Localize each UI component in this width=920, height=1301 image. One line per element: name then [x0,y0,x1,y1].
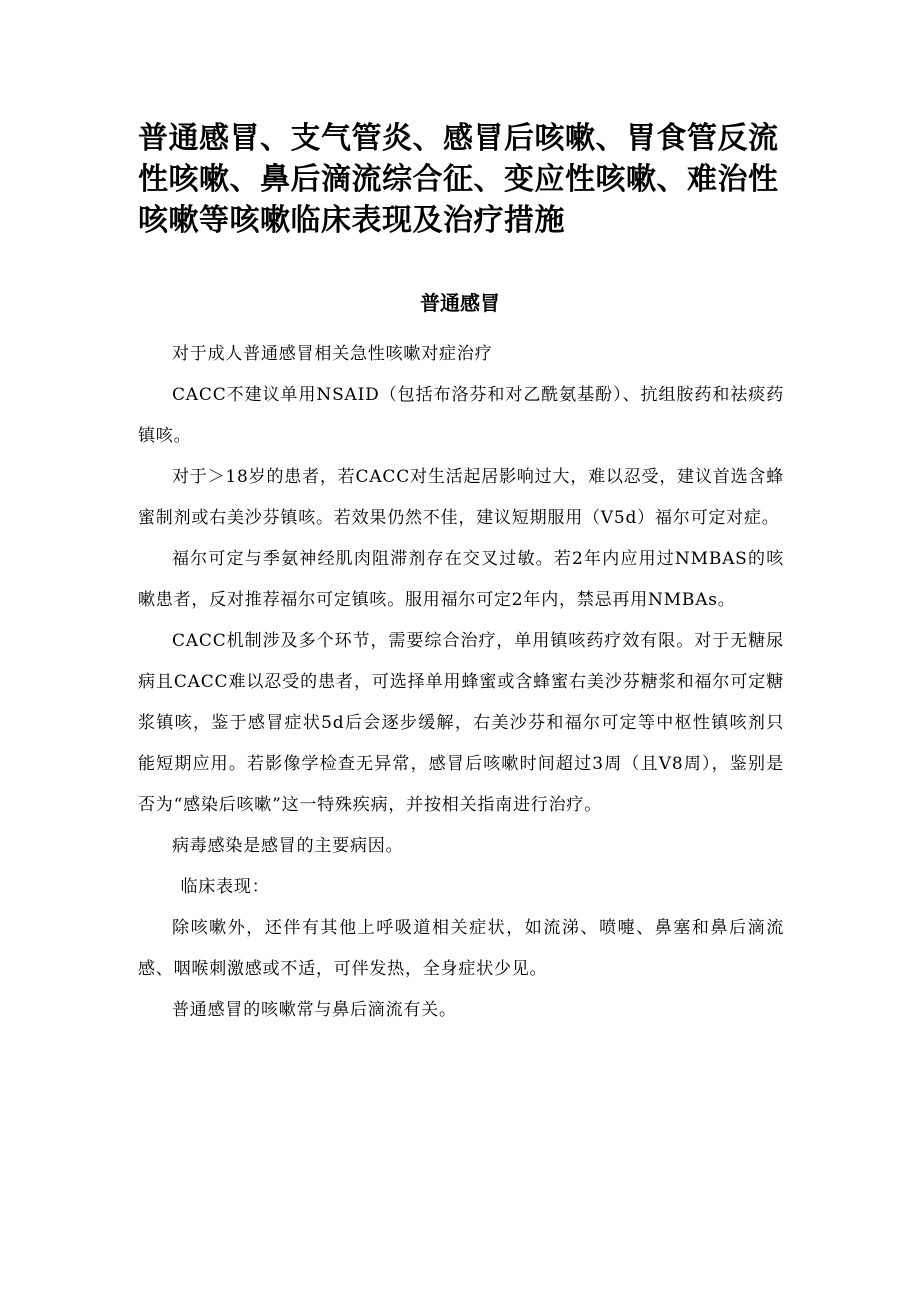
paragraph: 福尔可定与季氨神经肌肉阻滞剂存在交叉过敏。若2年内应用过NMBAS的咳嗽患者，反对推荐福尔可定镇咳。服用福尔可定2年内，禁忌再用NMBAs。 [138,549,784,610]
paragraph: 除咳嗽外，还伴有其他上呼吸道相关症状，如流涕、喷嚏、鼻塞和鼻后滴流感、咽喉刺激感或不适，可伴发热，全身症状少见。 [138,918,784,979]
paragraph: 对于成人普通感冒相关急性咳嗽对症治疗 [172,344,493,364]
paragraph: 普通感冒的咳嗽常与鼻后滴流有关。 [172,1000,457,1020]
document-title: 普通感冒、支气管炎、感冒后咳嗽、胃食管反流性咳嗽、鼻后滴流综合征、变应性咳嗽、难治性咳嗽等咳嗽临床表现及治疗措施 [138,121,779,238]
paragraph: CACC不建议单用NSAID（包括布洛芬和对乙酰氨基酚）、抗组胺药和祛痰药镇咳。 [138,385,784,446]
paragraph: CACC机制涉及多个环节，需要综合治疗，单用镇咳药疗效有限。对于无糖尿病且CACC难以忍受的患者，可选择单用蜂蜜或含蜂蜜右美沙芬糖浆和福尔可定糖浆镇咳，鉴于感冒症状5d后会逐步缓解，右美沙芬和福尔可定等中枢性镇咳剂只能短期应用。若影像学检查无异常，感冒后咳嗽时间超过3周（且V8周），鉴别是否为“感染后咳嗽”这一特殊疾病，并按相关指南进行治疗。 [138,631,784,815]
clinical-label: 临床表现： [180,877,270,897]
section-heading: 普通感冒 [420,291,500,315]
section-body [138,334,784,1031]
paragraph: 对于＞18岁的患者，若CACC对生活起居影响过大，难以忍受，建议首选含蜂蜜制剂或右美沙芬镇咳。若效果仍然不佳，建议短期服用（V5d）福尔可定对症。 [138,467,784,528]
paragraph: 病毒感染是感冒的主要病因。 [172,836,404,856]
